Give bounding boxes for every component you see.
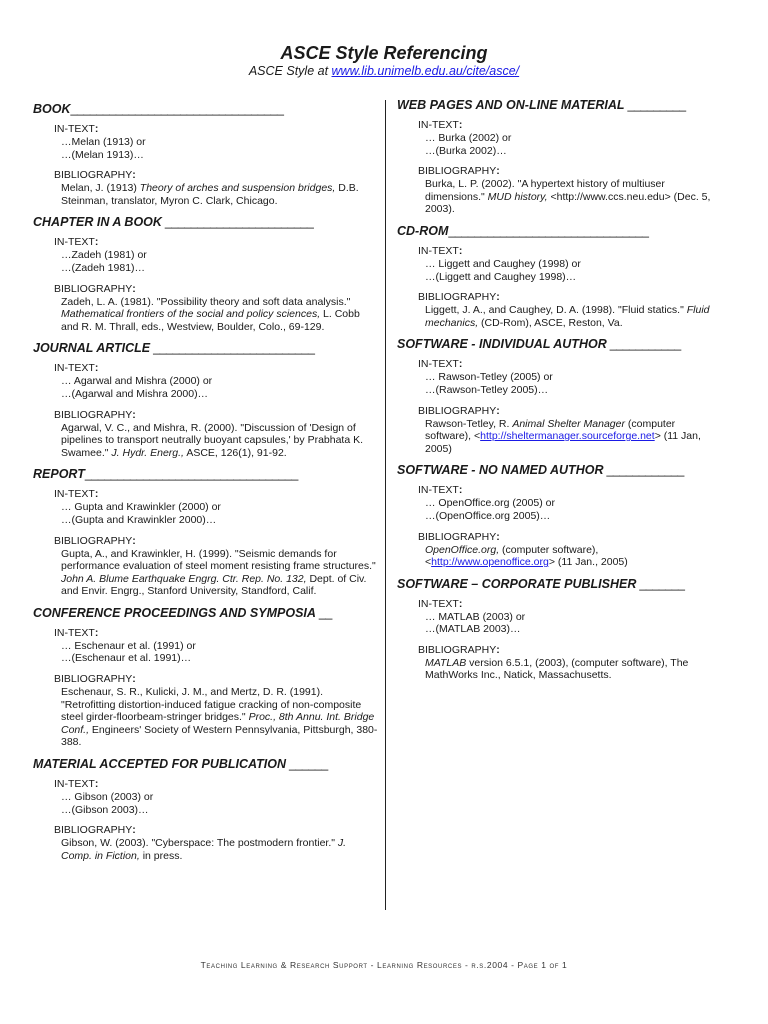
entry-text: > (11 Jan., 2005) xyxy=(548,556,628,569)
bibliography-entry xyxy=(61,182,378,207)
in-text-label-text: IN-TEXT xyxy=(54,488,95,501)
section-software-individual-author xyxy=(397,337,717,455)
section-heading-text: SOFTWARE - INDIVIDUAL AUTHOR xyxy=(397,337,607,352)
entry-text: ASCE, 126(1), 91-92. xyxy=(183,446,287,459)
entry-text: (CD-Rom), ASCE, Reston, Va. xyxy=(478,316,623,329)
in-text-block xyxy=(397,245,717,283)
in-text-label-text: IN-TEXT xyxy=(418,119,459,131)
in-text-label xyxy=(418,598,717,611)
in-text-label xyxy=(418,358,717,371)
bibliography-block xyxy=(397,531,717,569)
bibliography-entry xyxy=(61,837,378,862)
in-text-label xyxy=(54,236,378,249)
entry-italic-title: MUD history, xyxy=(487,190,548,203)
in-text-example: …(Liggett and Caughey 1998)… xyxy=(425,270,577,283)
label-colon: : xyxy=(132,673,136,686)
in-text-block xyxy=(33,488,378,526)
entry-text: Melan, J. (1913) xyxy=(61,182,140,195)
in-text-label xyxy=(418,484,717,497)
section-chapter-in-a-book xyxy=(33,215,378,333)
bibliography-label-text: BIBLIOGRAPHY xyxy=(54,673,133,686)
in-text-block xyxy=(397,598,717,636)
entry-text: Liggett, J. A., and Caughey, D. A. (1998). "Fluid statics." xyxy=(425,304,687,317)
in-text-label xyxy=(418,245,717,258)
entry-text: in press. xyxy=(139,849,183,862)
left-column xyxy=(33,98,378,870)
label-colon: : xyxy=(496,530,500,543)
label-colon: : xyxy=(496,165,500,178)
right-column xyxy=(397,98,717,690)
label-colon: : xyxy=(496,404,500,417)
in-text-label-text: IN-TEXT xyxy=(54,123,95,135)
section-heading-rule: _________________________ xyxy=(150,341,315,356)
section-journal-article xyxy=(33,341,378,459)
in-text-example: … Agarwal and Mishra (2000) or xyxy=(61,375,213,388)
bibliography-label xyxy=(54,283,378,296)
label-colon: : xyxy=(94,236,99,249)
bibliography-block xyxy=(397,165,717,216)
in-text-block xyxy=(397,358,717,396)
in-text-example: … Gupta and Krawinkler (2000) or xyxy=(61,501,221,514)
section-heading-rule: _________________________________ xyxy=(70,102,284,116)
bibliography-label-text: BIBLIOGRAPHY xyxy=(54,408,133,421)
label-colon: : xyxy=(496,291,500,304)
entry-italic-title: J. Hydr. Energ., xyxy=(111,446,184,459)
in-text-label-text: IN-TEXT xyxy=(54,362,95,375)
section-heading-text: CHAPTER IN A BOOK xyxy=(33,215,162,230)
bibliography-entry xyxy=(61,296,378,334)
label-colon: : xyxy=(94,362,99,375)
label-colon: : xyxy=(94,123,99,135)
bibliography-entry xyxy=(61,686,378,749)
bibliography-label-text: BIBLIOGRAPHY xyxy=(418,291,497,304)
entry-text: (computer software), < xyxy=(425,417,676,443)
entry-text: Zadeh, L. A. (1981). "Possibility theory and soft data analysis." xyxy=(61,295,351,308)
label-colon: : xyxy=(132,169,136,182)
in-text-example: …Melan (1913) or xyxy=(61,136,146,148)
in-text-label xyxy=(54,778,378,791)
label-colon: : xyxy=(132,408,136,421)
bibliography-label-text: BIBLIOGRAPHY xyxy=(418,643,497,656)
bibliography-label-text: BIBLIOGRAPHY xyxy=(54,824,133,837)
entry-text: L. Cobb and R. M. Thrall, eds., Westview, Boulder, Colo., 69-129. xyxy=(61,308,360,333)
section-heading xyxy=(33,341,378,356)
in-text-example: …(MATLAB 2003)… xyxy=(425,623,521,636)
in-text-example: … OpenOffice.org (2005) or xyxy=(425,497,555,510)
label-colon: : xyxy=(458,597,463,610)
bibliography-label xyxy=(54,169,378,182)
in-text-label xyxy=(418,119,717,132)
entry-italic-title: Animal Shelter Manager xyxy=(512,417,625,430)
section-heading xyxy=(397,224,717,239)
in-text-example: …(Eschenaur et al. 1991)… xyxy=(61,652,192,665)
section-heading-rule: __ xyxy=(315,605,332,620)
in-text-example: …(Agarwal and Mishra 2000)… xyxy=(61,387,209,400)
in-text-example: … Rawson-Tetley (2005) or xyxy=(425,371,553,384)
page-footer: Teaching Learning & Research Support - Learning Resources - r.s.2004 - Page 1 of 1 xyxy=(200,960,568,970)
section-software-no-named-author xyxy=(397,463,717,568)
in-text-block xyxy=(33,236,378,274)
bibliography-block xyxy=(33,169,378,207)
bibliography-block xyxy=(33,673,378,749)
label-colon: : xyxy=(94,626,99,639)
bibliography-block xyxy=(397,644,717,682)
section-heading-text: CONFERENCE PROCEEDINGS AND SYMPOSIA xyxy=(33,605,316,620)
entry-text: Burka, L. P. (2002). "A hypertext history of multiuser dimensions." xyxy=(425,178,665,203)
in-text-label xyxy=(54,362,378,375)
entry-text: <http://www.ccs.neu.edu> (Dec. 5, 2003). xyxy=(425,190,711,216)
label-colon: : xyxy=(94,778,99,791)
entry-text: Rawson-Tetley, R. xyxy=(425,417,513,430)
in-text-example: …(Rawson-Tetley 2005)… xyxy=(425,383,549,396)
bibliography-label xyxy=(54,409,378,422)
section-book xyxy=(33,102,378,207)
page-header xyxy=(0,42,768,79)
section-heading xyxy=(33,467,378,482)
bibliography-label xyxy=(418,644,717,657)
bibliography-label xyxy=(418,405,717,418)
section-heading-rule: _________ xyxy=(624,98,686,112)
in-text-block xyxy=(33,362,378,400)
section-heading-rule: ____________ xyxy=(603,463,684,478)
section-heading-rule: ___________ xyxy=(606,337,681,352)
entry-italic-title: Theory of arches and suspension bridges, xyxy=(139,182,336,195)
section-heading xyxy=(33,757,378,772)
label-colon: : xyxy=(458,119,463,131)
in-text-label-text: IN-TEXT xyxy=(54,236,95,249)
label-colon: : xyxy=(132,534,136,547)
section-web-pages xyxy=(397,98,717,216)
bibliography-entry xyxy=(425,304,717,329)
section-heading-rule: _________________________________ xyxy=(84,467,298,482)
asce-guide-link[interactable]: www.lib.unimelb.edu.au/cite/asce/ xyxy=(331,64,520,78)
section-software-corporate-publisher xyxy=(397,577,717,682)
page-title: ASCE Style Referencing xyxy=(280,43,488,63)
entry-text: Dept. of Civ. and Envir. Engrg., Stanford University, Standford, Calif. xyxy=(61,572,367,598)
bibliography-block xyxy=(33,283,378,334)
label-colon: : xyxy=(458,484,463,497)
section-heading-text: REPORT xyxy=(33,467,85,482)
section-heading xyxy=(397,463,717,478)
in-text-example: …Zadeh (1981) or xyxy=(61,249,147,262)
bibliography-entry xyxy=(425,418,717,456)
bibliography-entry xyxy=(425,178,717,216)
label-colon: : xyxy=(458,358,463,371)
bibliography-label-text: BIBLIOGRAPHY xyxy=(54,282,133,295)
in-text-label-text: IN-TEXT xyxy=(54,778,95,791)
in-text-example: …(Gibson 2003)… xyxy=(61,803,149,816)
section-heading xyxy=(397,577,717,592)
bibliography-label xyxy=(418,531,717,544)
section-heading-text: WEB PAGES AND ON-LINE MATERIAL xyxy=(397,98,625,112)
section-heading xyxy=(397,98,717,113)
bibliography-block xyxy=(397,405,717,456)
section-cd-rom xyxy=(397,224,717,329)
in-text-example: …(Zadeh 1981)… xyxy=(61,261,146,274)
in-text-label xyxy=(54,123,378,136)
label-colon: : xyxy=(132,282,136,295)
section-heading xyxy=(33,102,378,117)
bibliography-label-text: BIBLIOGRAPHY xyxy=(54,169,133,182)
section-conference-proceedings xyxy=(33,606,378,749)
reference-url-link[interactable]: http://sheltermanager.sourceforge.net xyxy=(480,430,655,443)
label-colon: : xyxy=(458,244,463,257)
bibliography-label xyxy=(54,824,378,837)
section-heading-text: MATERIAL ACCEPTED FOR PUBLICATION xyxy=(33,757,287,772)
section-heading xyxy=(33,215,378,230)
section-heading-text: JOURNAL ARTICLE xyxy=(33,341,151,356)
entry-italic-title: John A. Blume Earthquake Engrg. Ctr. Rep. No. 132, xyxy=(61,572,307,585)
entry-text: version 6.5.1, (2003), (computer software), The MathWorks Inc., Natick, Massachusetts. xyxy=(425,656,689,682)
in-text-label-text: IN-TEXT xyxy=(418,484,459,497)
entry-italic-title: Proc., 8th Annu. Int. Bridge Conf., xyxy=(61,711,375,736)
in-text-label xyxy=(54,488,378,501)
bibliography-label-text: BIBLIOGRAPHY xyxy=(418,530,497,543)
in-text-example: …(Melan 1913)… xyxy=(61,148,144,161)
in-text-example: … Gibson (2003) or xyxy=(61,791,154,804)
in-text-example: …(Burka 2002)… xyxy=(425,144,507,157)
bibliography-entry xyxy=(61,422,378,460)
in-text-label-text: IN-TEXT xyxy=(54,626,95,639)
bibliography-label xyxy=(418,165,717,178)
entry-text: Gibson, W. (2003). "Cyberspace: The postmodern frontier." xyxy=(61,837,338,850)
bibliography-label-text: BIBLIOGRAPHY xyxy=(418,165,497,178)
label-colon: : xyxy=(496,643,500,656)
section-heading-rule: _______ xyxy=(636,576,685,591)
bibliography-label-text: BIBLIOGRAPHY xyxy=(418,404,497,417)
subtitle-prefix: ASCE Style at xyxy=(248,64,332,78)
bibliography-label xyxy=(54,673,378,686)
bibliography-block xyxy=(33,824,378,862)
in-text-example: … MATLAB (2003) or xyxy=(425,610,526,623)
in-text-example: …(OpenOffice.org 2005)… xyxy=(425,509,551,522)
entry-text: Eschenaur, S. R., Kulicki, J. M., and Mertz, D. R. (1991). "Retrofitting distortion-induced fatigue cracking of non-composite steel girder-floorbeam-stringer bridges." xyxy=(61,686,362,724)
in-text-example: … Burka (2002) or xyxy=(425,132,512,144)
bibliography-block xyxy=(33,409,378,460)
in-text-label xyxy=(54,627,378,640)
bibliography-label-text: BIBLIOGRAPHY xyxy=(54,534,133,547)
bibliography-label xyxy=(418,291,717,304)
entry-italic-title: OpenOffice.org, xyxy=(425,543,500,556)
entry-text: > (11 Jan, 2005) xyxy=(425,430,701,455)
label-colon: : xyxy=(132,824,136,837)
entry-italic-title: Mathematical frontiers of the social and policy sciences, xyxy=(61,308,321,321)
in-text-example: …(Gupta and Krawinkler 2000)… xyxy=(61,513,217,526)
section-heading xyxy=(397,337,717,352)
in-text-block xyxy=(33,123,378,161)
bibliography-entry xyxy=(425,544,717,569)
section-heading-rule: _______________________ xyxy=(161,215,314,230)
section-heading-text: SOFTWARE – CORPORATE PUBLISHER xyxy=(397,576,637,591)
bibliography-entry xyxy=(425,657,717,682)
in-text-example: … Eschenaur et al. (1991) or xyxy=(61,639,196,652)
in-text-label-text: IN-TEXT xyxy=(418,358,459,371)
in-text-block xyxy=(33,627,378,665)
section-heading-text: BOOK xyxy=(33,102,71,116)
section-material-accepted xyxy=(33,757,378,862)
section-heading-text: CD-ROM xyxy=(397,223,449,238)
section-report xyxy=(33,467,378,598)
entry-italic-title: MATLAB xyxy=(425,656,467,669)
in-text-label-text: IN-TEXT xyxy=(418,597,459,610)
section-heading-rule: ______ xyxy=(286,757,328,772)
bibliography-entry xyxy=(61,548,378,598)
entry-italic-title: J. Comp. in Fiction, xyxy=(61,837,347,862)
in-text-block xyxy=(397,484,717,522)
entry-text: (computer software), < xyxy=(425,543,599,569)
entry-text: D.B. Steinman, translator, Myron C. Clark, Chicago. xyxy=(61,182,359,207)
in-text-example: … Liggett and Caughey (1998) or xyxy=(425,257,581,270)
entry-text: Engineers' Society of Western Pennsylvania, Pittsburgh, 380-388. xyxy=(61,723,378,749)
page-subtitle xyxy=(0,64,768,79)
in-text-block xyxy=(397,119,717,157)
in-text-block xyxy=(33,778,378,816)
entry-italic-title: Fluid mechanics, xyxy=(425,304,710,329)
reference-url-link[interactable]: http://www.openoffice.org xyxy=(431,556,549,569)
bibliography-block xyxy=(33,535,378,598)
entry-text: Gupta, A., and Krawinkler, H. (1999). "Seismic demands for performance evaluation of steel moment resisting frame structures." xyxy=(61,547,376,573)
section-heading-text: SOFTWARE - NO NAMED AUTHOR xyxy=(397,463,604,478)
section-heading xyxy=(33,606,378,621)
bibliography-block xyxy=(397,291,717,329)
column-divider xyxy=(385,100,386,910)
entry-text: Agarwal, V. C., and Mishra, R. (2000). "Discussion of 'Design of pipelines to transport neutrally buoyant capsules,' by Prabhata K. Swamee." xyxy=(61,421,364,459)
in-text-label-text: IN-TEXT xyxy=(418,244,459,257)
bibliography-label xyxy=(54,535,378,548)
label-colon: : xyxy=(94,488,99,501)
section-heading-rule: _______________________________ xyxy=(448,223,649,238)
